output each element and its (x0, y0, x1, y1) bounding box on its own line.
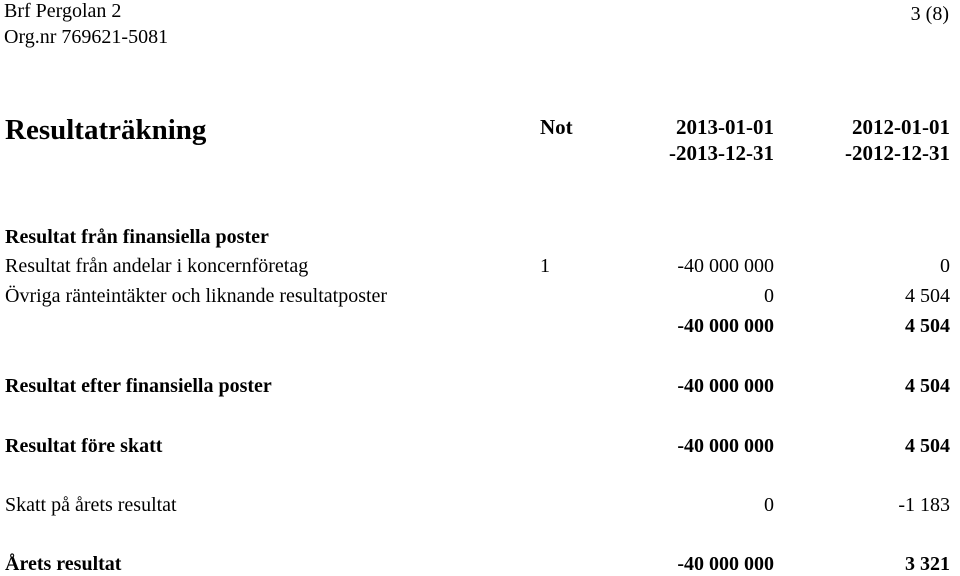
table-row (0, 374, 960, 398)
row-current-value: 0 (764, 494, 774, 516)
current-period-end: -2013-12-31 (669, 141, 774, 165)
table-row (0, 493, 960, 517)
row-previous-value: 0 (940, 255, 950, 277)
row-current-value: -40 000 000 (677, 553, 774, 575)
table-row (0, 434, 960, 458)
row-label: Årets resultat (5, 553, 122, 575)
row-label: Resultat från andelar i koncernföretag (5, 255, 309, 277)
row-previous-value: 4 504 (905, 285, 950, 307)
previous-period-end: -2012-12-31 (845, 141, 950, 165)
table-row (0, 284, 960, 308)
row-note: 1 (540, 255, 550, 277)
row-current-value: 0 (764, 285, 774, 307)
row-label: Övriga ränteintäkter och liknande resultatposter (5, 285, 388, 307)
row-previous-value: 4 504 (905, 435, 950, 457)
row-previous-value: -1 183 (898, 494, 950, 516)
row-label: Skatt på årets resultat (5, 494, 177, 516)
row-previous-value: 4 504 (905, 375, 950, 397)
row-current-value: -40 000 000 (677, 375, 774, 397)
subtotal-current-value: -40 000 000 (677, 315, 774, 337)
report-title: Resultaträkning (5, 114, 207, 146)
table-row (0, 254, 960, 278)
current-period-start: 2013-01-01 (676, 115, 774, 139)
row-previous-value: 3 321 (905, 553, 950, 575)
row-label: Resultat före skatt (5, 435, 163, 457)
note-column-header: Not (540, 115, 573, 139)
org-number: Org.nr 769621-5081 (4, 26, 169, 48)
table-row (0, 552, 960, 576)
page-number: 3 (8) (910, 3, 949, 25)
previous-period-start: 2012-01-01 (852, 115, 950, 139)
table-row (0, 225, 960, 249)
subtotal-row (0, 314, 960, 338)
company-name: Brf Pergolan 2 (4, 0, 122, 22)
row-current-value: -40 000 000 (677, 255, 774, 277)
row-label: Resultat efter finansiella poster (5, 375, 272, 397)
row-current-value: -40 000 000 (677, 435, 774, 457)
subtotal-previous-value: 4 504 (905, 315, 950, 337)
row-label: Resultat från finansiella poster (5, 226, 269, 248)
